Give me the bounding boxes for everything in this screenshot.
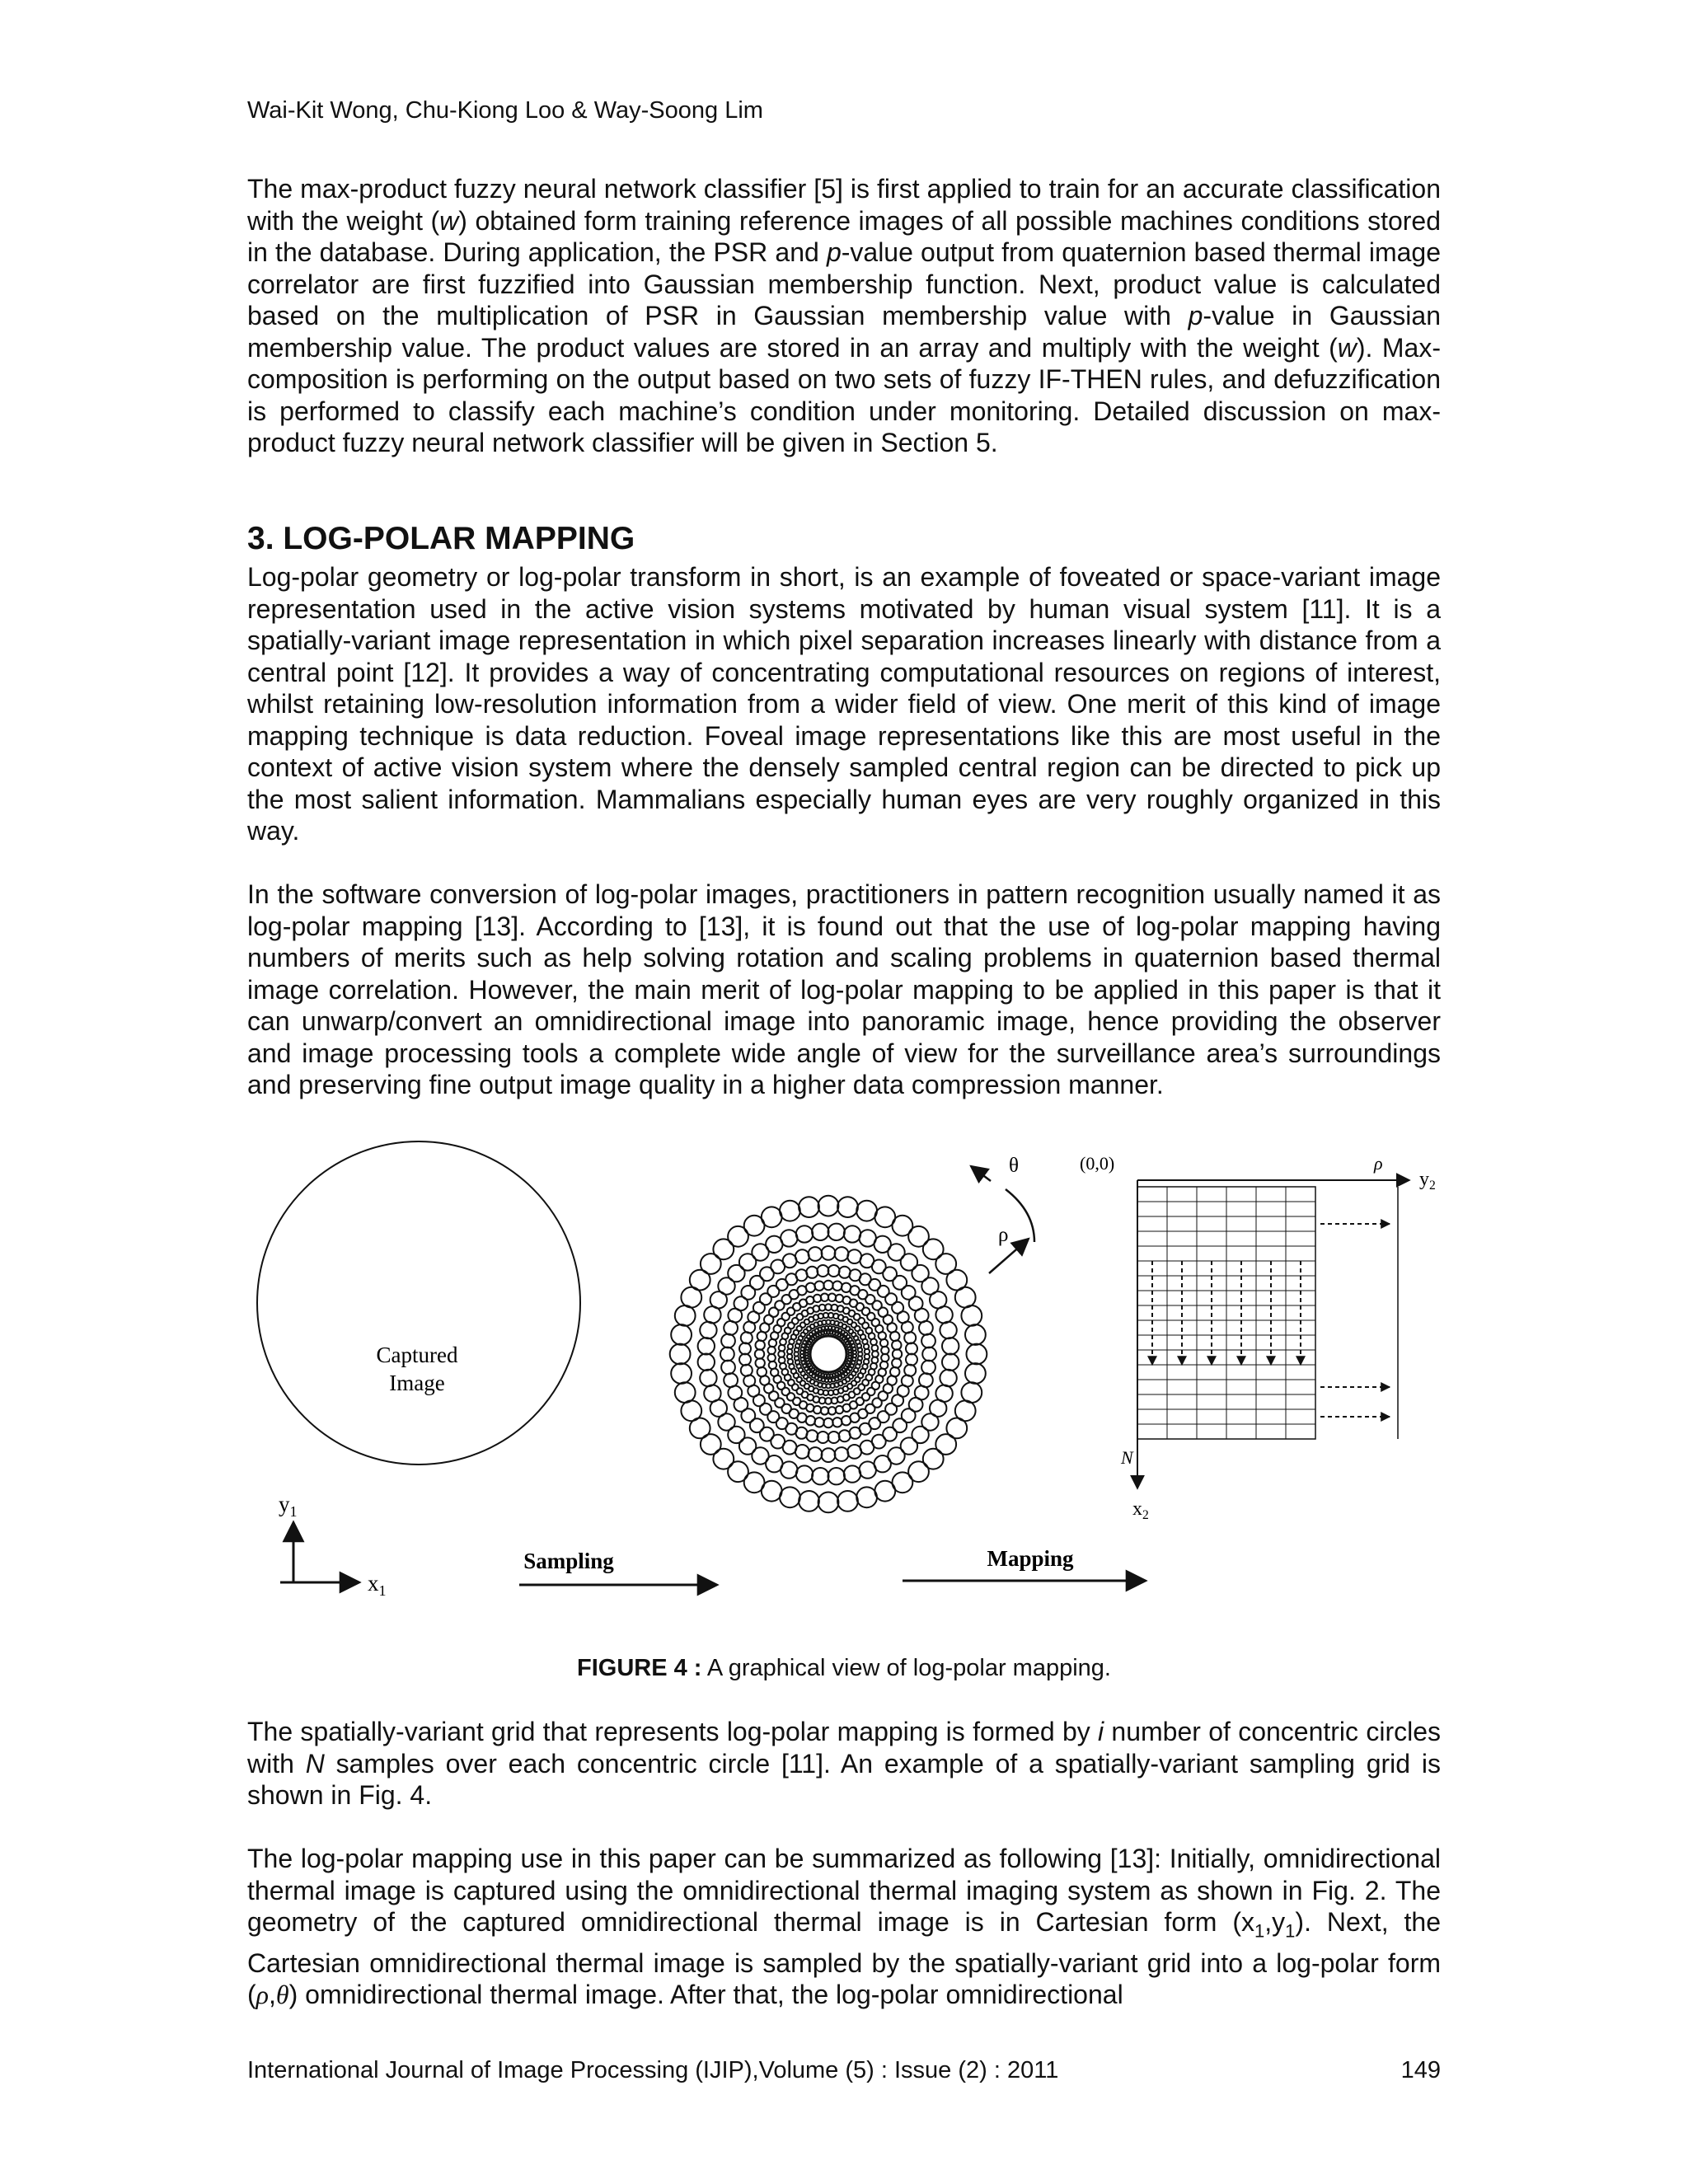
paragraph-grid-description: The spatially-variant grid that represents log-polar mapping is formed by i number of concentric circles with N samples over each concentric circle [11]. An example of a spatially-variant sampling grid is shown in Fig. 4. (247, 1717, 1442, 1810)
paragraph-classifier: The max-product fuzzy neural network classifier [5] is first applied to train for an accurate classification with the weight (w) obtained form training reference images of all possible machines conditions stored in the database. During application, the PSR and p-value output from quaternion based thermal image correlator are first fuzzified into Gaussian membership function. Next, product value is calculated based on the multiplication of PSR in Gaussian membership value with p-value in Gaussian membership value. The product values are stored in an array and multiply with the weight (w). Max-composition is performing on the output based on two sets of fuzzy IF-THEN rules, and defuzzification is performed to classify each machine’s condition under monitoring. Detailed discussion on max-product fuzzy neural network classifier will be given in Section 5. (247, 174, 1442, 457)
y1-label: $y_1$ (279, 1492, 298, 1520)
rho-label: ρ (998, 1224, 1009, 1246)
journal-info: International Journal of Image Processing (IJIP),Volume (5) : Issue (2) : 2011 (247, 2057, 1059, 2083)
page-footer (247, 2057, 1441, 2084)
paragraph-log-polar-intro: Log-polar geometry or log-polar transform in short, is an example of foveated or space-variant image representation used in the active vision systems motivated by human visual system [11]. It is a spatially-variant image representation in which pixel separation increases linearly with distance from a central point [12]. It provides a way of concentrating computational resources on regions of interest, whilst retaining low-resolution information from a wider field of view. One merit of this kind of image mapping technique is data reduction. Foveal image representations like this are most useful in the context of active vision system where the densely sampled central region can be directed to pick up the most salient information. Mammalians especially human eyes are very roughly organized in this way. (247, 562, 1441, 846)
figure-grid-labels (239, 1141, 1383, 1611)
x1-label: $x_1$ (368, 1571, 387, 1599)
running-header: Wai-Kit Wong, Chu-Kiong Loo & Way-Soong Lim (247, 97, 763, 124)
captured-label-line2: Image (389, 1371, 445, 1395)
x2-label: $x_2$ (1132, 1498, 1149, 1522)
figure-caption: FIGURE 4 : A graphical view of log-polar mapping. (577, 1655, 1111, 1681)
mapping-label: Mapping (987, 1546, 1074, 1571)
paragraph-mapping-summary: The log-polar mapping use in this paper can be summarized as following [13]: Initially, omnidirectional thermal image is captured using the omnidirectional thermal imaging system as shown in Fig. 2. The geometry of the captured omnidirectional thermal image is in Cartesian form $(x_1,y_1)$. Next, the Cartesian omnidirectional thermal image is sampled by the spatially-variant grid into a log-polar form (ρ,θ) omnidirectional thermal image. After that, the log-polar omnidirectional (247, 1844, 1442, 2010)
captured-label-line1: Captured (376, 1343, 458, 1367)
n-label: N (1121, 1447, 1133, 1468)
sampling-label: Sampling (523, 1549, 614, 1573)
theta-label: θ (1009, 1155, 1019, 1177)
y2-label: $y_2$ (1419, 1169, 1436, 1193)
paragraph-log-polar-software: In the software conversion of log-polar images, practitioners in pattern recognition usually named it as log-polar mapping [13]. According to [13], it is found out that the use of log-polar mapping having numbers of merits such as help solving rotation and scaling problems in quaternion based thermal image correlation. However, the main merit of log-polar mapping to be applied in this paper is that it can unwarp/convert an omnidirectional image into panoramic image, hence providing the observer and image processing tools a complete wide angle of view for the surveillance area’s surroundings and preserving fine output image quality in a higher data compression manner. (247, 879, 1441, 1099)
origin-label: (0,0) (1080, 1153, 1115, 1174)
page-number: 149 (1400, 2057, 1441, 2083)
rho-axis-label: ρ (1374, 1153, 1383, 1174)
section-heading: 3. LOG-POLAR MAPPING (247, 521, 635, 556)
figure-log-polar-mapping (239, 1141, 1436, 1611)
